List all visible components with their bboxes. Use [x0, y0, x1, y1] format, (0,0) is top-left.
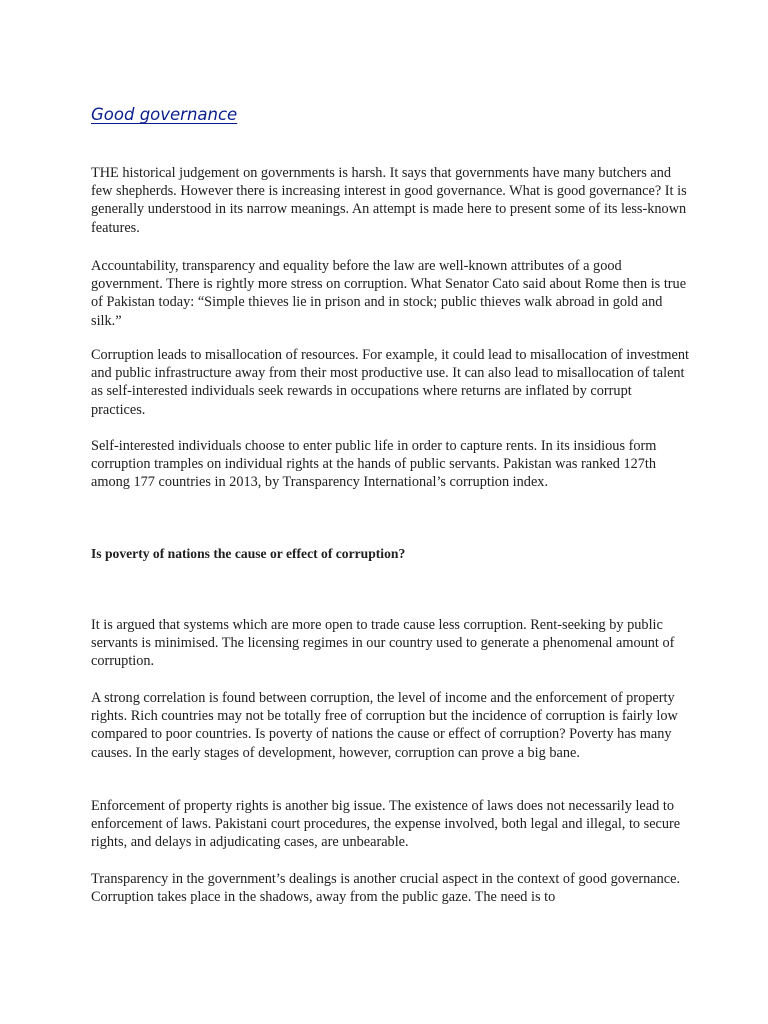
paragraph-self-interest: Self-interested individuals choose to enter public life in order to capture rents. In its insidious form corruption tramples on individual rights at the hands of public servants. Pakistan was ranked 127th among 177 countries in 2013, by Transparency International’s corruption index.: [91, 438, 657, 491]
paragraph-correlation: A strong correlation is found between corruption, the level of income and the enforcement of property rights. Rich countries may not be totally free of corruption but the incidence of corruption is fairly low compared to poor countries. Is poverty of nations the cause or effect of corruption? Poverty has many causes. In the early stages of development, however, corruption can prove a big bane.: [91, 690, 678, 761]
document-title: Good governance: [91, 105, 238, 124]
paragraph-open-trade: It is argued that systems which are more open to trade cause less corruption. Rent-seeking by public servants is minimised. The licensing regimes in our country used to generate a phenomenal amount of corruption.: [91, 617, 675, 670]
section-heading-poverty: Is poverty of nations the cause or effect of corruption?: [91, 546, 406, 561]
paragraph-accountability: Accountability, transparency and equality before the law are well-known attributes of a good government. There is rightly more stress on corruption. What Senator Cato said about Rome then is true of Pakistan today: “Simple thieves lie in prison and in stock; public thieves walk abroad in gold and silk.”: [91, 258, 687, 329]
paragraph-property-rights: Enforcement of property rights is another big issue. The existence of laws does not necessarily lead to enforcement of laws. Pakistani court procedures, the expense involved, both legal and illegal, to secure rights, and delays in adjudicating cases, are unbearable.: [91, 798, 681, 851]
paragraph-intro: THE historical judgement on governments is harsh. It says that governments have many butchers and few shepherds. However there is increasing interest in good governance. What is good governance? It is generally understood in its narrow meanings. An attempt is made here to present some of its less-known features.: [91, 165, 687, 236]
paragraph-misallocation: Corruption leads to misallocation of resources. For example, it could lead to misallocation of investment and public infrastructure away from their most productive use. It can also lead to misallocation of talent as self-interested individuals seek rewards in occupations where returns are inflated by corrupt practices.: [91, 347, 689, 418]
paragraph-transparency: Transparency in the government’s dealings is another crucial aspect in the context of good governance. Corruption takes place in the shadows, away from the public gaze. The need is to: [91, 871, 681, 906]
